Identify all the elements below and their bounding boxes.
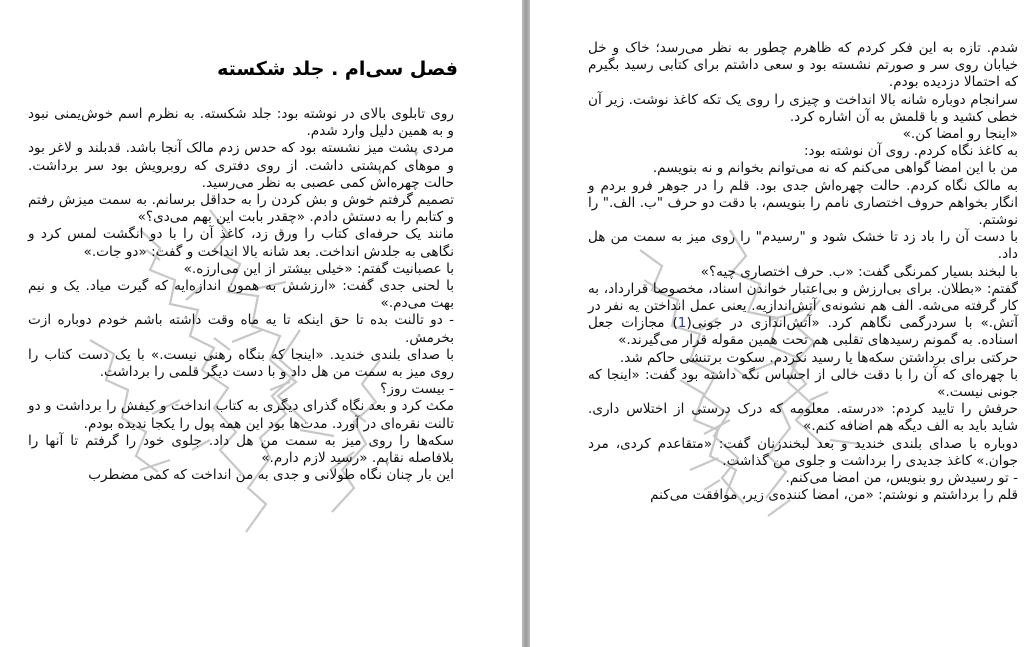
paragraph: قلم را برداشتم و نوشتم: «من، امضا کننده‌ی زیر، موافقت می‌کنم — [650, 487, 1018, 504]
paragraph-text: گفتم: «بطلان. برای بی‌ارزش و بی‌اعتبار خواندن اسناد، مخصوصا قرارداد، به کار گرفته می‌شه. الف هم نشونه‌ی آتش‌اندازیه. یعنی عمل انداختن یه نفر در آتش.» با سردرگمی نگاهم کرد. «آتش‌اندازی در جونی( — [588, 280, 1018, 332]
paragraph: دوباره با صدای بلندی خندید و بعد لبخندزنان گفت: «متقاعدم کردی، مرد جوان.» کاغذ جدیدی را برداشت و جلوی من گذاشت. — [588, 435, 1018, 469]
paragraph: - دو تالنت بده تا حق اینکه تا یه ماه وقت داشته باشم خودم دوباره ازت بخرمش. — [28, 312, 454, 346]
left-page-text — [28, 106, 454, 484]
paragraph: - بیست روز؟ — [380, 381, 454, 398]
page-gutter — [522, 0, 530, 647]
paragraph: با چهره‌ای که آن را با دقت خالی از احساس نگه داشته بود گفت: «اینجا که جونی نیست.» — [588, 366, 1018, 401]
paragraph: حرکتی برای برداشتن سکه‌ها یا رسید نکردم. سکوت برتنشی حاکم شد. — [619, 349, 1018, 366]
paragraph: سرانجام دوباره شانه بالا انداخت و چیزی را روی یک تکه کاغذ نوشت. زیر آن خطی کشید و با قلمش به آن اشاره کرد. — [588, 91, 1018, 125]
paragraph: مردی پشت میز نشسته بود که حدس زدم مالک آنجا باشد. قدبلند و لاغر بود و موهای کم‌پشتی داشت. از روی دفتری که روبرویش بود سر برداشت. حالت چهره‌اش کمی عصبی به نظر می‌رسید. — [28, 140, 454, 191]
paragraph: مانند یک حرفه‌ای کتاب را ورق زد، کاغذ آن را با دو انگشت لمس کرد و نگاهی به جلدش انداخت. بعد شانه بالا انداخت و گفت: «دو جات.» — [28, 226, 454, 260]
footnote-reference[interactable]: 1 — [677, 315, 687, 332]
paragraph: این بار چنان نگاه طولانی و جدی به من انداخت که کمی مضطرب — [88, 467, 454, 484]
chapter-title: فصل سی‌ام . جلد شکسته — [217, 58, 458, 80]
paragraph: - تو رسیدش رو بنویس، من امضا می‌کنم. — [785, 470, 1018, 487]
paragraph: به مالک نگاه کردم. حالت چهره‌اش جدی بود. قلم را در جوهر فرو بردم و انگار بخواهم حروف اختصاری نامم را بنویسم، با دقت دو حرف "ب. الف." را نوشتم. — [588, 177, 1018, 229]
paragraph: شدم. تازه به این فکر کردم که ظاهرم چطور به نظر می‌رسد؛ خاک و خل خیابان روی سر و صورتم نشسته بود و سعی داشتم برای کتابی رسید بگیرم که احتمالا دزدیده بودم. — [588, 40, 1018, 91]
paragraph: با لبخند بسیار کمرنگی گفت: «ب. حرف اختصاری چیه؟» — [700, 263, 1018, 280]
paragraph: سکه‌ها را روی میز به سمت من هل داد. جلوی خود را گرفتم تا آنها را بلافاصله نقاپم. «رسید لازم دارم.» — [28, 432, 454, 467]
paragraph: با صدای بلندی خندید. «اینجا که بنگاه رهنی نیست.» با یک دست کتاب را روی میز به سمت من هل داد و با دست دیگر قلمی را برداشت. — [28, 346, 454, 381]
paragraph: به کاغذ نگاه کردم. روی آن نوشته بود: — [803, 143, 1018, 160]
paragraph: من با این امضا گواهی می‌کنم که نه می‌توانم بخوانم و نه بنویسم. — [652, 160, 1018, 177]
paragraph: مکث کرد و بعد نگاه گذرای دیگری به کتاب انداخت و کیفش را برداشت و دو تالنت نقره‌ای در آورد. مدت‌ها بود این همه پول را یکجا ندیده بودم. — [28, 398, 454, 432]
paragraph: حرفش را تایید کردم: «درسته. معلومه که درک درستی از اختلاس داری. شاید باید به الف دیگه هم اضافه کنم.» — [588, 401, 1018, 435]
right-page-text — [588, 40, 1018, 504]
paragraph: «اینجا رو امضا کن.» — [902, 126, 1018, 143]
paragraph: با عصبانیت گفتم: «خیلی بیشتر از این می‌ارزه.» — [183, 260, 454, 277]
paragraph-text: ) مجازات جعل اسناده. به گمونم رسیدهای تقلبی هم تحت همین مقوله قرار می‌گیرند.» — [588, 315, 1018, 349]
paragraph: با دست آن را باد زد تا خشک شود و "رسیدم" را روی میز به سمت من هل داد. — [588, 229, 1018, 263]
paragraph: تصمیم گرفتم خوش و بش کردن را به حداقل برسانم. به سمت میزش رفتم و کتابم را به دستش دادم. «چقدر بابت این بهم می‌دی؟» — [28, 192, 454, 226]
paragraph — [588, 281, 1018, 350]
paragraph: با لحنی جدی گفت: «ارزشش به همون اندازه‌ایه که گیرت میاد. یک و نیم بهت می‌دم.» — [28, 278, 454, 312]
paragraph: روی تابلوی بالای در نوشته بود: جلد شکسته. به نظرم اسم خوش‌یمنی نبود و به همین دلیل وارد شدم. — [28, 106, 454, 140]
right-page — [530, 0, 1031, 647]
